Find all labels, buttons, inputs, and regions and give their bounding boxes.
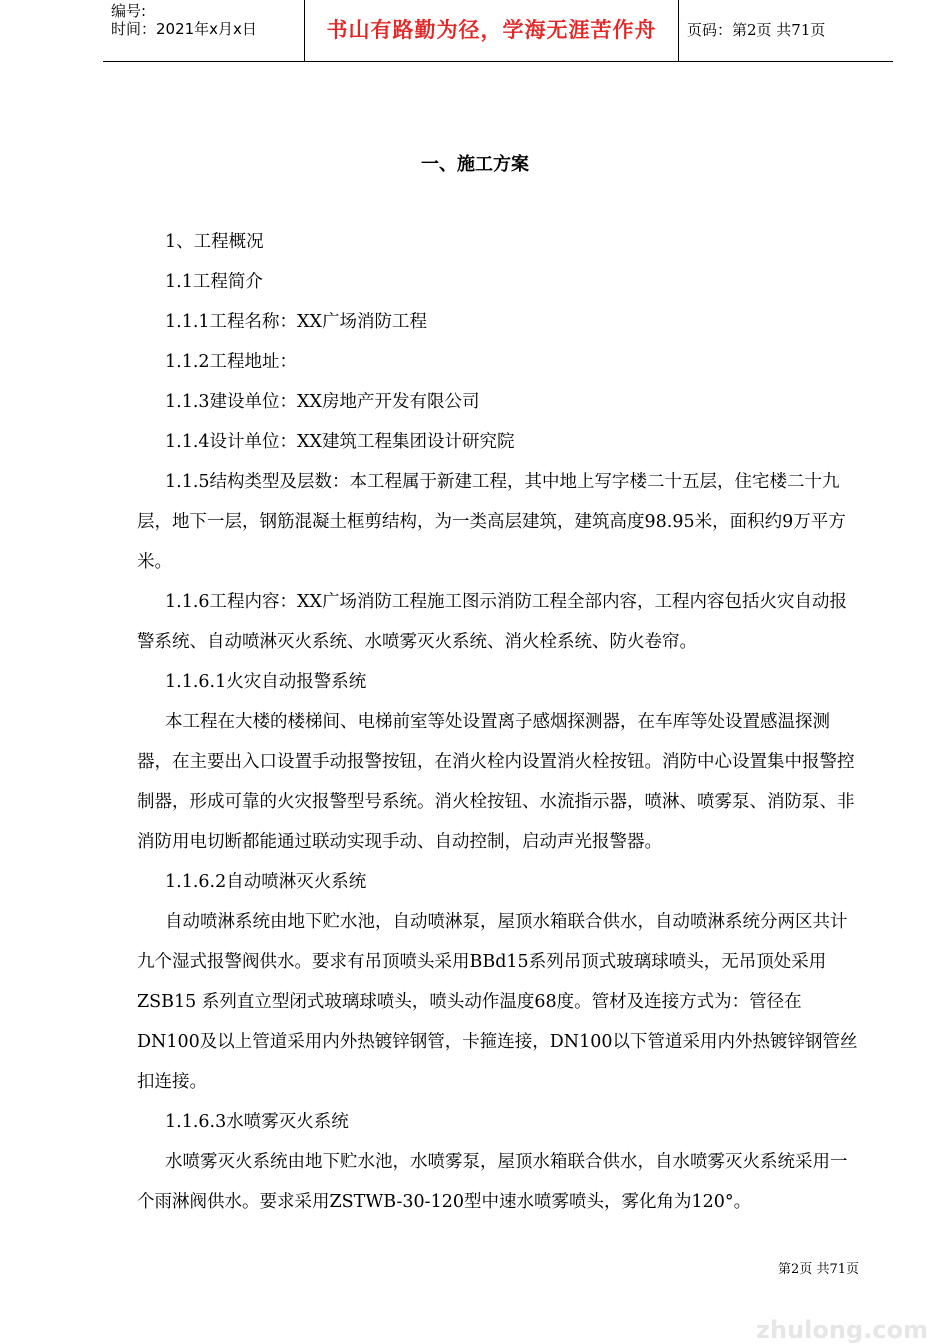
document-body	[137, 222, 859, 1222]
heading-water-spray: 1.1.6.3水喷雾灭火系统	[165, 1112, 349, 1132]
heading-fire-alarm: 1.1.6.1火灾自动报警系统	[165, 672, 367, 692]
item-structure: 1.1.5结构类型及层数：本工程属于新建工程，其中地上写字楼二十五层，住宅楼二十九层，地下一层，钢筋混凝土框剪结构，为一类高层建筑，建筑高度98.95米，面积约9万平方米。	[137, 472, 846, 572]
item-project-address: 1.1.2工程地址：	[165, 352, 298, 372]
item-project-name: 1.1.1工程名称：XX广场消防工程	[165, 312, 427, 332]
section-title: 一、施工方案	[421, 154, 529, 175]
watermark: zhulong.com	[756, 1316, 928, 1344]
page-footer: 第2页 共71页	[778, 1262, 859, 1277]
header-motto: 书山有路勤为径，学海无涯苦作舟	[304, 0, 679, 61]
page-header	[103, 0, 893, 62]
paragraph-water-spray: 水喷雾灭火系统由地下贮水池，水喷雾泵，屋顶水箱联合供水，自水喷雾灭火系统采用一个雨淋阀供水。要求采用ZSTWB-30-120型中速水喷雾喷头，雾化角为120°。	[137, 1152, 848, 1212]
number-label: 编号:	[111, 2, 147, 20]
header-page-label: 页码：第2页 共71页	[687, 21, 826, 39]
item-construction-unit: 1.1.3建设单位：XX房地产开发有限公司	[165, 392, 480, 412]
heading-intro: 1.1工程简介	[165, 272, 263, 292]
time-label: 时间：2021年x月x日	[111, 20, 257, 38]
heading-overview: 1、工程概况	[165, 232, 264, 252]
item-design-unit: 1.1.4设计单位：XX建筑工程集团设计研究院	[165, 432, 515, 452]
heading-sprinkler: 1.1.6.2自动喷淋灭火系统	[165, 872, 367, 892]
paragraph-fire-alarm: 本工程在大楼的楼梯间、电梯前室等处设置离子感烟探测器，在车库等处设置感温探测器，在主要出入口设置手动报警按钮，在消火栓内设置消火栓按钮。消防中心设置集中报警控制器，形成可靠的火灾报警型号系统。消火栓按钮、水流指示器，喷淋、喷雾泵、消防泵、非消防用电切断都能通过联动实现手动、自动控制，启动声光报警器。	[137, 712, 855, 852]
item-content: 1.1.6工程内容：XX广场消防工程施工图示消防工程全部内容，工程内容包括火灾自动报警系统、自动喷淋灭火系统、水喷雾灭火系统、消火栓系统、防火卷帘。	[137, 592, 847, 652]
header-info	[103, 0, 304, 61]
paragraph-sprinkler: 自动喷淋系统由地下贮水池，自动喷淋泵，屋顶水箱联合供水，自动喷淋系统分两区共计九个湿式报警阀供水。要求有吊顶喷头采用BBd15系列吊顶式玻璃球喷头，无吊顶处采用ZSB15 系列直立型闭式玻璃球喷头，喷头动作温度68度。管材及连接方式为：管径在DN100及以上管道采用内外热镀锌钢管，卡箍连接，DN100以下管道采用内外热镀锌钢管丝扣连接。	[137, 912, 858, 1092]
